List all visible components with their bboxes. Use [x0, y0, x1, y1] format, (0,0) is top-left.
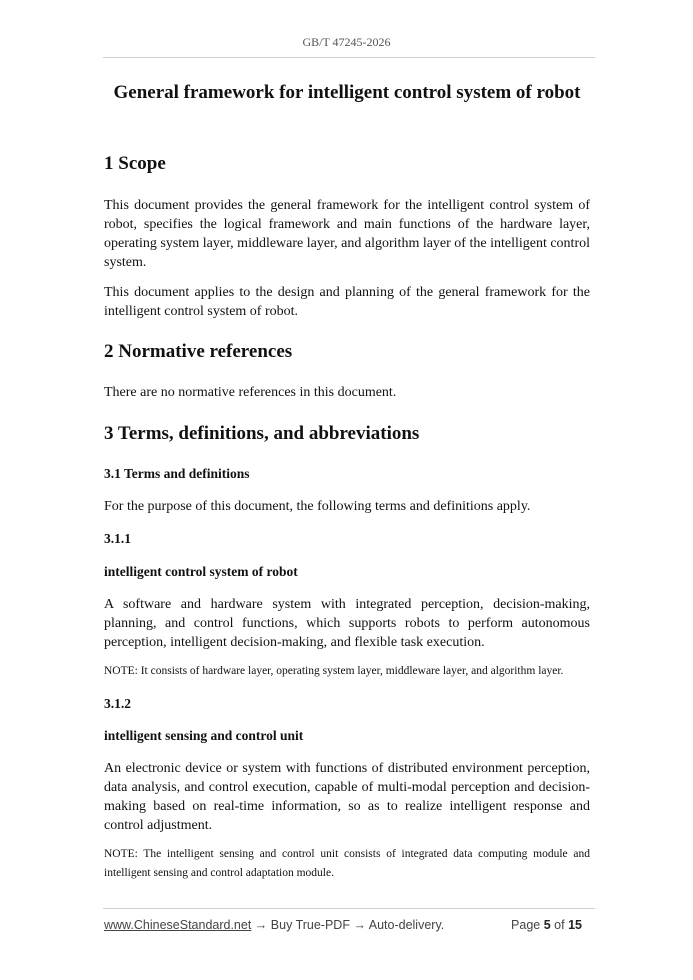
terms-intro: For the purpose of this document, the following terms and definitions apply. [104, 499, 531, 514]
arrow-right-icon: → [353, 918, 366, 932]
total-pages-number: 15 [568, 918, 582, 932]
current-page-number: 5 [543, 918, 551, 932]
website-link[interactable]: www.ChineseStandard.net [104, 918, 252, 932]
running-header: GB/T 47245-2026 [302, 35, 391, 49]
footer-divider [103, 908, 595, 909]
term-definition: A software and hardware system with integrated perception, decision-making, planning, and control functions, which supports robots to perform autonomous perception, intelligent decision-making, and flexible task execution. [104, 597, 590, 650]
page-label: Page [511, 918, 541, 932]
footer-promo [104, 918, 444, 932]
term-name: intelligent sensing and control unit [104, 728, 304, 743]
delivery-text: Auto-delivery. [368, 918, 445, 932]
arrow-right-icon: → [254, 918, 268, 932]
terms-heading: 3 Terms, definitions, and abbreviations [104, 423, 420, 444]
term-note: NOTE: It consists of hardware layer, operating system layer, middleware layer, and algorithm layer. [104, 665, 564, 677]
term-note: NOTE: The intelligent sensing and control unit consists of integrated data computing module and intelligent sensing and control adaptation module. [104, 848, 590, 879]
normative-references-heading: 2 Normative references [104, 341, 293, 362]
document-title: General framework for intelligent control system of robot [113, 82, 581, 103]
normative-references-paragraph: There are no normative references in this document. [104, 385, 397, 400]
scope-paragraph-2: This document applies to the design and planning of the general framework for the intelligent control system of robot. [104, 285, 590, 319]
term-name: intelligent control system of robot [104, 564, 298, 579]
page-of-label: of [554, 918, 565, 932]
header-divider [103, 57, 595, 58]
page-indicator [511, 918, 582, 932]
scope-heading: 1 Scope [104, 153, 166, 174]
term-number: 3.1.2 [104, 696, 131, 711]
terms-subheading: 3.1 Terms and definitions [104, 466, 250, 481]
term-number: 3.1.1 [104, 531, 131, 546]
buy-pdf-text: Buy True-PDF [270, 918, 350, 932]
term-definition: An electronic device or system with functions of distributed environment perception, data analysis, and control execution, capable of multi-modal perception and decision-making based on real-time information, so as to realize intelligent response and control adjustment. [104, 761, 590, 833]
scope-paragraph-1: This document provides the general framework for the intelligent control system of robot, specifies the logical framework and main functions of the hardware layer, operating system layer, middleware layer, and algorithm layer of the intelligent control system. [104, 198, 590, 270]
